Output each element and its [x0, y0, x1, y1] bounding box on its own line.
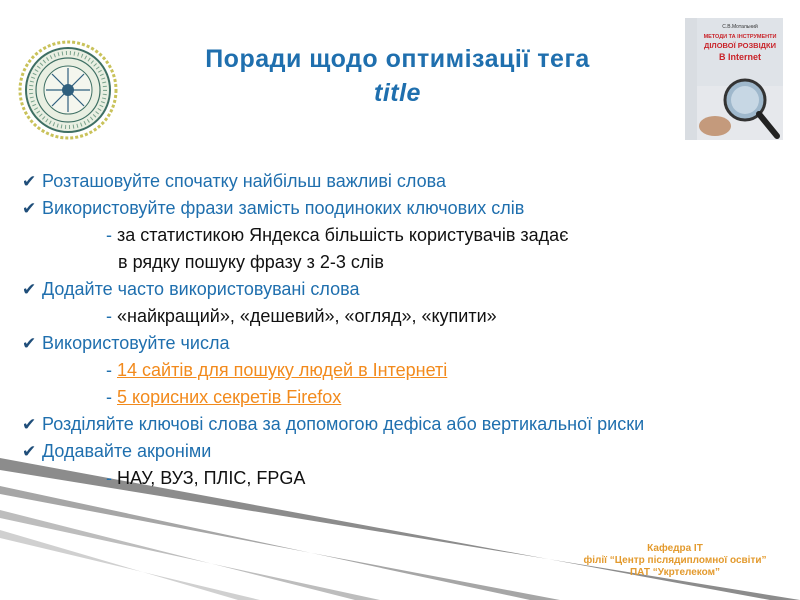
sub-item-text: за статистикою Яндекса більшість користувачів задає — [117, 225, 569, 245]
bullet-list — [22, 168, 792, 492]
acronym-rest: ВУЗ, ПЛІС, FPGA — [155, 468, 306, 488]
slide-title-line2: title — [374, 79, 421, 107]
dash-marker: - — [106, 306, 117, 326]
bullet-item — [22, 330, 792, 357]
link-firefox-secrets[interactable]: 5 корисних секретів Firefox — [117, 387, 342, 407]
book-title-line3: В Internet — [718, 52, 762, 62]
sub-item-continuation — [22, 249, 792, 276]
sub-item — [22, 303, 792, 330]
checkmark-icon: ✔ — [22, 442, 37, 461]
bullet-text: Використовуйте числа — [42, 333, 230, 353]
footer-line-branch: філії “Центр післядипломної освіти” — [583, 555, 767, 566]
dash-marker: - — [106, 360, 117, 380]
slide-title — [120, 42, 675, 110]
footer-line-department: Кафедра ІТ — [647, 543, 703, 554]
sub-item-text: «найкращий», «дешевий», «огляд», «купити» — [117, 306, 497, 326]
checkmark-icon: ✔ — [22, 280, 37, 299]
checkmark-icon: ✔ — [22, 415, 37, 434]
link-people-search-sites[interactable]: 14 сайтів для пошуку людей в Інтернеті — [117, 360, 448, 380]
sub-item — [22, 357, 792, 384]
bullet-item — [22, 276, 792, 303]
checkmark-icon: ✔ — [22, 172, 37, 191]
sub-item — [22, 222, 792, 249]
acronym-first: НАУ, — [117, 468, 156, 488]
dash-marker: - — [106, 468, 117, 488]
bullet-text: Додавайте акроніми — [42, 441, 212, 461]
sub-item-text: в рядку пошуку фразу з 2-3 слів — [118, 252, 384, 272]
slide-title-line1: Поради щодо оптимізації тега — [205, 45, 590, 73]
dash-marker: - — [106, 387, 117, 407]
book-cover-image — [685, 18, 783, 140]
footer-line-company: ПАТ “Укртелеком” — [629, 567, 721, 578]
book-author: С.В.Мотальний — [722, 24, 758, 30]
checkmark-icon: ✔ — [22, 199, 37, 218]
bullet-item — [22, 195, 792, 222]
sub-item — [22, 465, 792, 492]
bullet-text: Розділяйте ключові слова за допомогою дефіса або вертикальної риски — [42, 414, 645, 434]
book-title-line1: МЕТОДИ ТА ІНСТРУМЕНТИ — [703, 34, 777, 40]
bullet-text: Розташовуйте спочатку найбільш важливі слова — [42, 171, 446, 191]
sub-item — [22, 384, 792, 411]
book-title-line2: ДІЛОВОЇ РОЗВІДКИ — [704, 41, 776, 50]
bullet-text: Додайте часто використовувані слова — [42, 279, 360, 299]
bullet-item — [22, 411, 792, 438]
bullet-item — [22, 438, 792, 465]
footer-credits — [560, 543, 790, 579]
checkmark-icon: ✔ — [22, 334, 37, 353]
university-seal-icon — [18, 40, 118, 140]
dash-marker: - — [106, 225, 117, 245]
bullet-item — [22, 168, 792, 195]
bullet-text: Використовуйте фрази замість поодиноких ключових слів — [42, 198, 525, 218]
